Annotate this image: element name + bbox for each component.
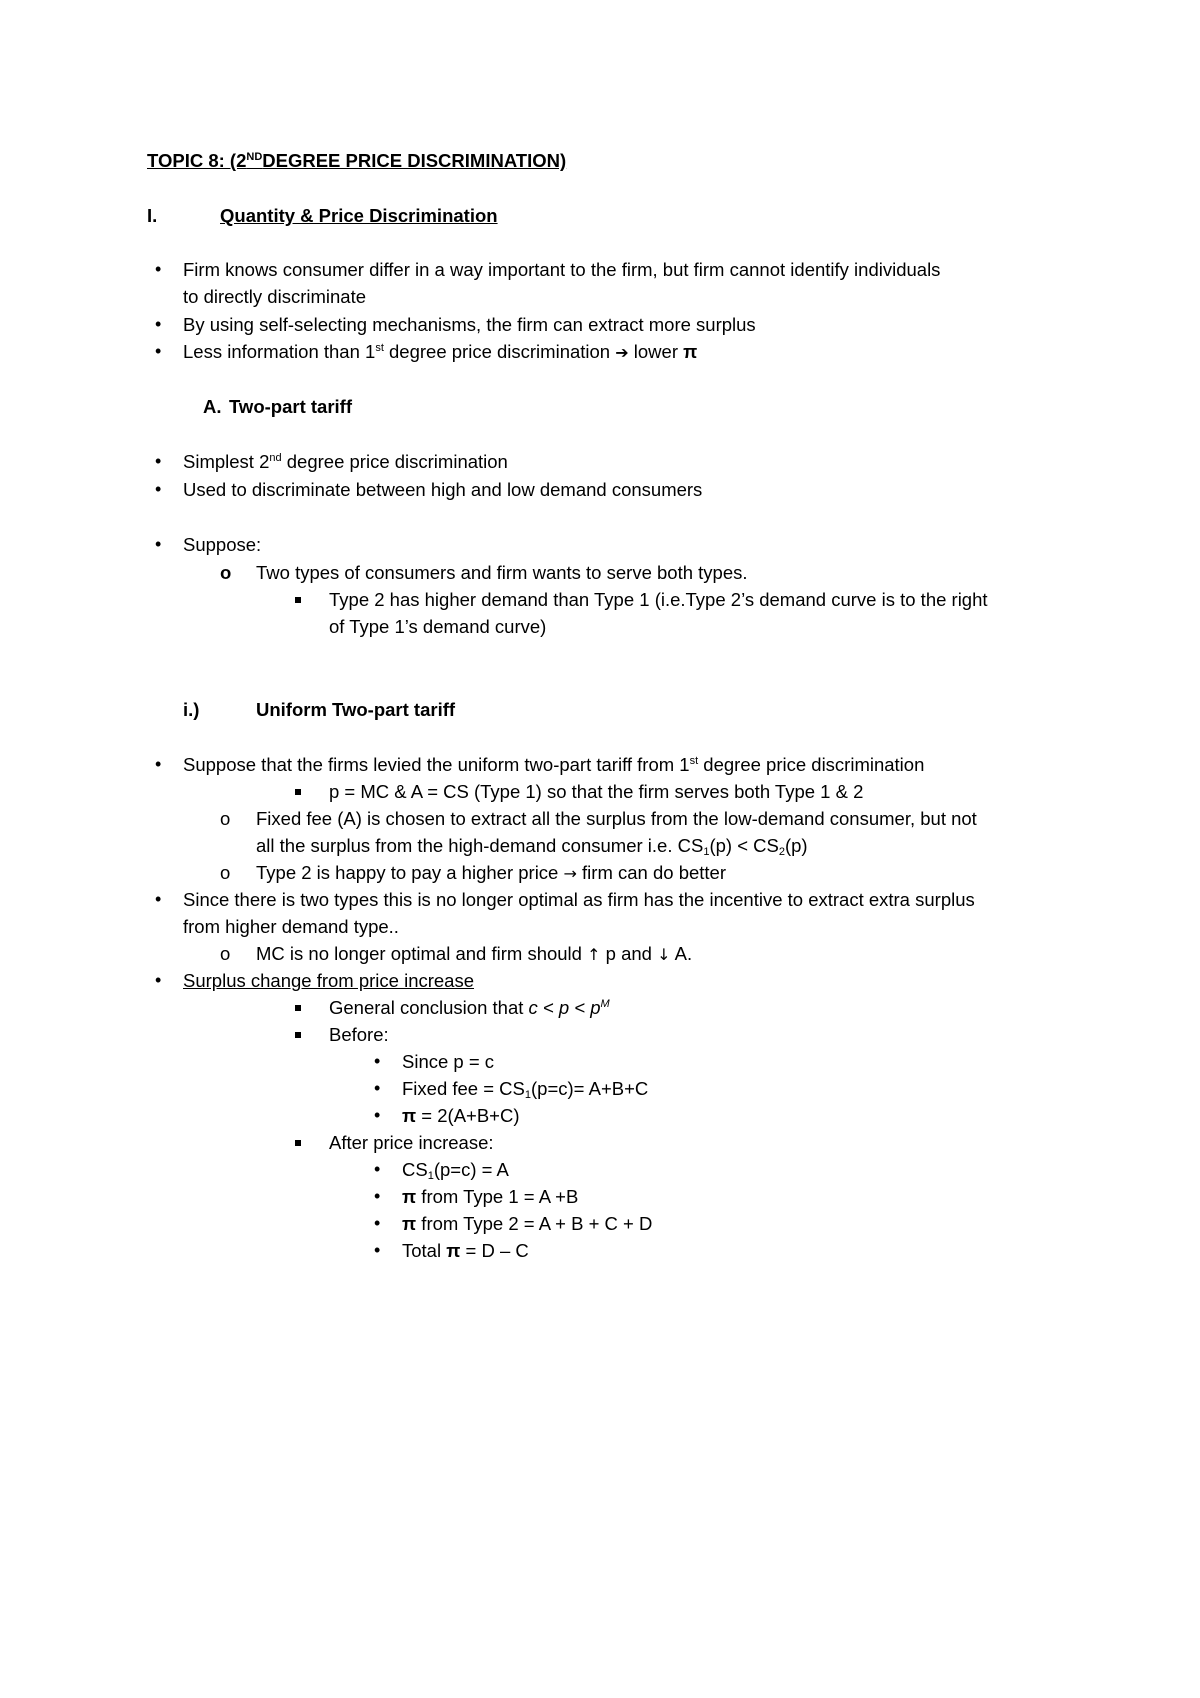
subsection-letter: A.: [203, 396, 222, 417]
list-item: Since p = c: [402, 1051, 495, 1072]
square-bullet-icon: [295, 1140, 301, 1146]
bullet-text-continued: to directly discriminate: [183, 286, 367, 307]
bullet-text: Used to discriminate between high and low demand consumers: [183, 479, 703, 500]
subsection-heading: Uniform Two-part tariff: [256, 699, 456, 720]
bullet-icon: •: [374, 1186, 381, 1206]
bullet-icon: •: [155, 341, 162, 361]
list-item: Total π = D – C: [402, 1240, 529, 1261]
bullet-icon: •: [374, 1051, 381, 1071]
bullet-text: Firm knows consumer differ in a way important to the firm, but firm cannot identify individuals: [183, 259, 941, 280]
page-title: TOPIC 8: (2NDDEGREE PRICE DISCRIMINATION): [147, 150, 567, 171]
subsection-heading: Two-part tariff: [229, 396, 352, 417]
sub-sub-bullet-text: After price increase:: [329, 1132, 494, 1153]
bullet-icon: •: [155, 479, 162, 499]
bullet-icon: •: [374, 1213, 381, 1233]
bullet-text: Surplus change from price increase: [183, 970, 475, 991]
sub-bullet-text: Type 2 is happy to pay a higher price → firm can do better: [256, 862, 726, 883]
bullet-text: By using self-selecting mechanisms, the firm can extract more surplus: [183, 314, 756, 335]
section-heading: Quantity & Price Discrimination: [220, 205, 498, 226]
bullet-text: Suppose:: [183, 534, 262, 555]
bullet-icon: •: [155, 534, 162, 554]
square-bullet-icon: [295, 1005, 301, 1011]
bullet-icon: •: [374, 1159, 381, 1179]
bullet-icon: •: [155, 754, 162, 774]
arrow-down-icon: ↓: [657, 945, 671, 964]
sub-sub-bullet-text: Type 2 has higher demand than Type 1 (i.e.Type 2’s demand curve is to the right: [329, 589, 988, 610]
bullet-icon: •: [155, 451, 162, 471]
bullet-text-continued: from higher demand type..: [183, 916, 399, 937]
sub-bullet-icon: o: [220, 943, 231, 964]
sub-sub-bullet-text: General conclusion that $c < p < p^M$: [329, 997, 610, 1018]
bullet-icon: •: [155, 970, 162, 990]
bullet-text: Less information than 1st degree price discrimination ➔ lower π: [183, 341, 698, 362]
bullet-icon: •: [374, 1105, 381, 1125]
list-item: π from Type 2 = A + B + C + D: [402, 1213, 653, 1234]
sub-bullet-icon: o: [220, 808, 231, 829]
sub-bullet-icon: o: [220, 562, 232, 583]
sub-sub-bullet-text-continued: of Type 1’s demand curve): [329, 616, 547, 637]
square-bullet-icon: [295, 1032, 301, 1038]
square-bullet-icon: [295, 597, 301, 603]
bullet-text: Since there is two types this is no longer optimal as firm has the incentive to extract extra surplus: [183, 889, 975, 910]
bullet-text: Suppose that the firms levied the uniform two-part tariff from 1st degree price discrimination: [183, 754, 925, 775]
list-item: π = 2(A+B+C): [402, 1105, 520, 1126]
arrow-right-icon: ➔: [615, 343, 629, 362]
sub-bullet-text: Fixed fee (A) is chosen to extract all the surplus from the low-demand consumer, but not: [256, 808, 977, 829]
square-bullet-icon: [295, 789, 301, 795]
list-item: Fixed fee = $CS_1(p=c)= A+B+C$: [402, 1078, 649, 1101]
list-item: π from Type 1 = A +B: [402, 1186, 579, 1207]
arrow-up-icon: ↑: [587, 945, 601, 964]
sub-bullet-text: Two types of consumers and firm wants to serve both types.: [256, 562, 748, 583]
bullet-icon: •: [374, 1078, 381, 1098]
bullet-icon: •: [155, 259, 162, 279]
sub-bullet-text-continued: all the surplus from the high-demand consumer i.e. $CS_1(p) < CS_2(p)$: [256, 835, 808, 858]
sub-bullet-icon: o: [220, 862, 231, 883]
section-numeral: I.: [147, 205, 158, 226]
subsection-numeral: i.): [183, 699, 200, 720]
sub-bullet-text: MC is no longer optimal and firm should ↑ p and ↓ A.: [256, 943, 693, 964]
sub-sub-bullet-text: Before:: [329, 1024, 389, 1045]
bullet-icon: •: [155, 889, 162, 909]
bullet-icon: •: [155, 314, 162, 334]
list-item: $CS_1(p=c) = A$: [402, 1159, 509, 1182]
sub-sub-bullet-text: p = MC & A = CS (Type 1) so that the firm serves both Type 1 & 2: [329, 781, 864, 802]
bullet-icon: •: [374, 1240, 381, 1260]
arrow-right-icon: →: [563, 864, 577, 883]
bullet-text: Simplest 2nd degree price discrimination: [183, 451, 508, 472]
